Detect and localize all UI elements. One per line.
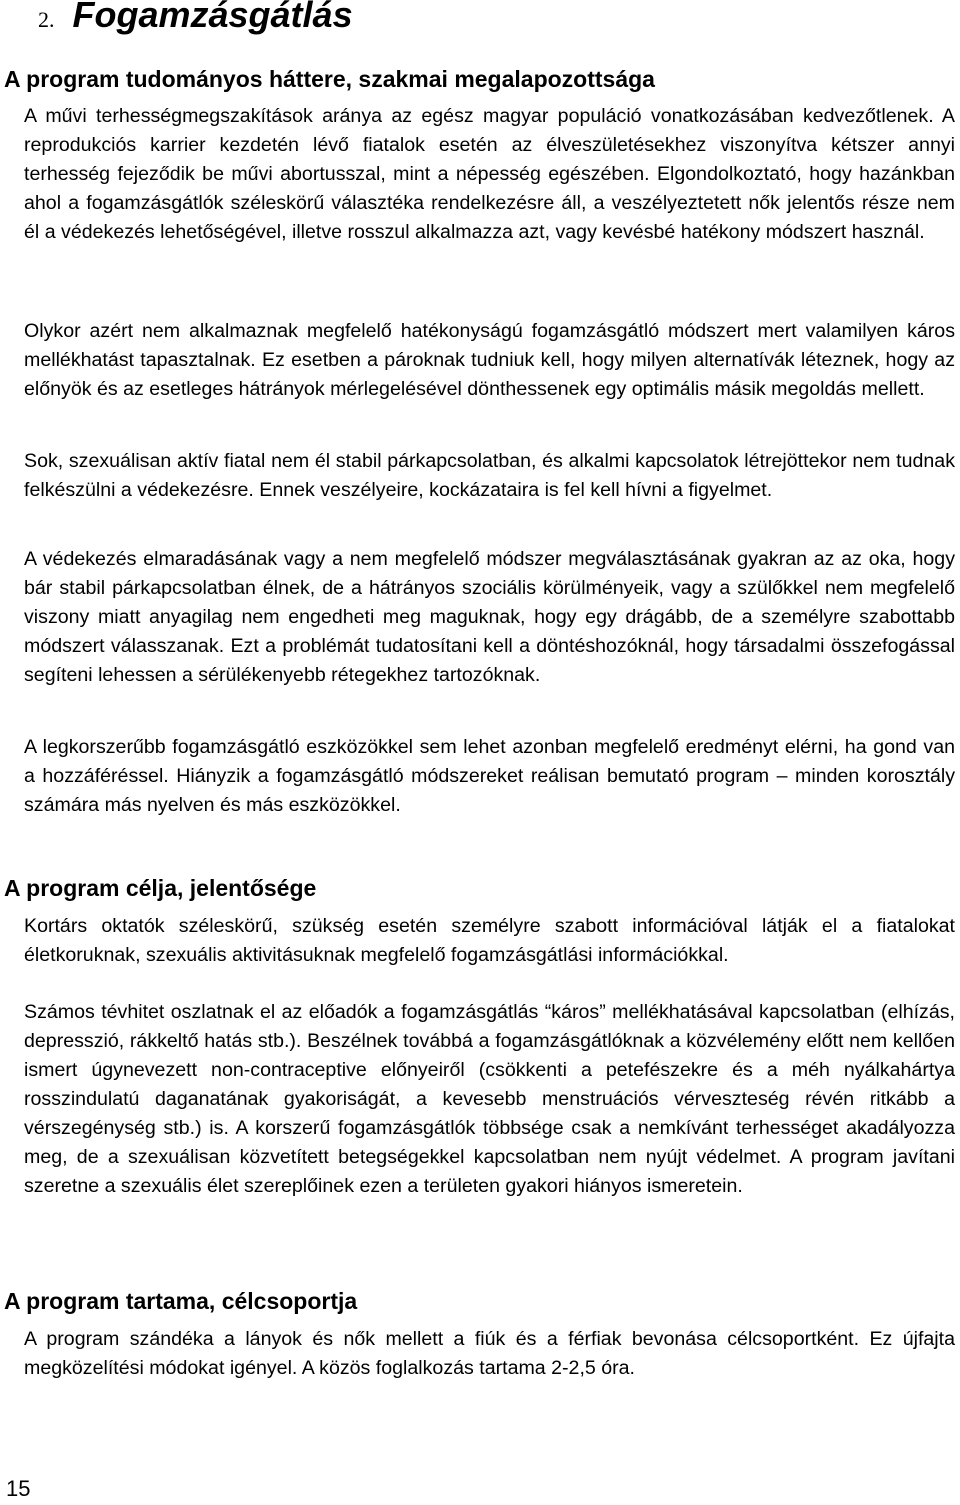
paragraph: A legkorszerűbb fogamzásgátló eszközökkel sem lehet azonban megfelelő eredményt elérni, ha gond van a hozzáféréssel. Hiányzik a fogamzásgátló módszereket reálisan bemutató program – minden korosztály számára más nyelven és más eszközökkel. bbox=[24, 736, 955, 816]
page-number: 15 bbox=[6, 1476, 31, 1501]
paragraph: A védekezés elmaradásának vagy a nem megfelelő módszer megválasztásának gyakran az az oka, hogy bár stabil párkapcsolatban élnek, de a hátrányos szociális körülményeik, vagy a szülőkkel nem megfelelő viszony miatt anyagilag nem engedheti meg maguknak, hogy egy drágább, de a személyre szabottabb módszert válasszanak. Ezt a problémát tudatosítani kell a döntéshozóknál, hogy társadalmi összefogással segíteni lehessen a sérülékenyebb rétegekhez tartozóknak. bbox=[24, 548, 955, 686]
paragraph: A program szándéka a lányok és nők mellett a fiúk és a férfiak bevonása célcsoportként. Ez újfajta megközelítési módokat igényel. A közös foglalkozás tartama 2-2,5 óra. bbox=[24, 1328, 955, 1379]
paragraph: A művi terhességmegszakítások aránya az egész magyar populáció vonatkozásában kedvezőtlenek. A reprodukciós karrier kezdetén lévő fiatalok esetén az élveszületésekhez viszonyítva kétszer annyi terhesség fejeződik be művi abortusszal, mint a népesség egészében. Elgondolkoztató, hogy hazánkban ahol a fogamzásgátlók széleskörű választéka rendelkezésre áll, a veszélyeztetett nők jelentős része nem él a védekezés lehetőségével, illetve rosszul alkalmazza azt, vagy kevésbé hatékony módszert használ. bbox=[24, 105, 955, 243]
chapter-title-row bbox=[38, 0, 353, 36]
paragraph: Számos tévhitet oszlatnak el az előadók a fogamzásgátlás “káros” mellékhatásával kapcsolatban (elhízás, depresszió, rákkeltő hatás stb.). Beszélnek továbbá a fogamzásgátlóknak a közvélemény előtt nem kellően ismert úgynevezett non-contraceptive előnyeiről (csökkenti a petefészekre és a méh nyálkahártya rosszindulatú daganatának gyakoriságát, a kevesebb menstruációs vérveszteség révén ritkább a vérszegénység stb.) is. A korszerű fogamzásgátlók többsége csak a nemkívánt terhességet akadályozza meg, de a szexuálisan közvetített betegségekkel kapcsolatban nem nyújt védelmet. A program javítani szeretne a szexuális élet szereplőinek ezen a területen gyakori hiányos ismeretein. bbox=[24, 1001, 955, 1197]
chapter-number: 2. bbox=[38, 7, 55, 32]
section-heading-duration: A program tartama, célcsoportja bbox=[4, 1288, 358, 1314]
paragraph: Olykor azért nem alkalmaznak megfelelő hatékonyságú fogamzásgátló módszert mert valamilyen káros mellékhatást tapasztalnak. Ez esetben a pároknak tudniuk kell, hogy milyen alternatívák léteznek, hogy az előnyök és az esetleges hátrányok mérlegelésével dönthessenek egy optimális másik megoldás mellett. bbox=[24, 320, 955, 400]
paragraph: Sok, szexuálisan aktív fiatal nem él stabil párkapcsolatban, és alkalmi kapcsolatok létrejöttekor nem tudnak felkészülni a védekezésre. Ennek veszélyeire, kockázataira is fel kell hívni a figyelmet. bbox=[24, 450, 955, 501]
section-heading-background: A program tudományos háttere, szakmai megalapozottsága bbox=[4, 66, 655, 92]
section-heading-goal: A program célja, jelentősége bbox=[4, 875, 317, 901]
chapter-title: Fogamzásgátlás bbox=[72, 0, 353, 35]
paragraph: Kortárs oktatók széleskörű, szükség esetén személyre szabott információval látják el a fiatalokat életkoruknak, szexuális aktivitásuknak megfelelő fogamzásgátlási információkkal. bbox=[24, 915, 955, 966]
